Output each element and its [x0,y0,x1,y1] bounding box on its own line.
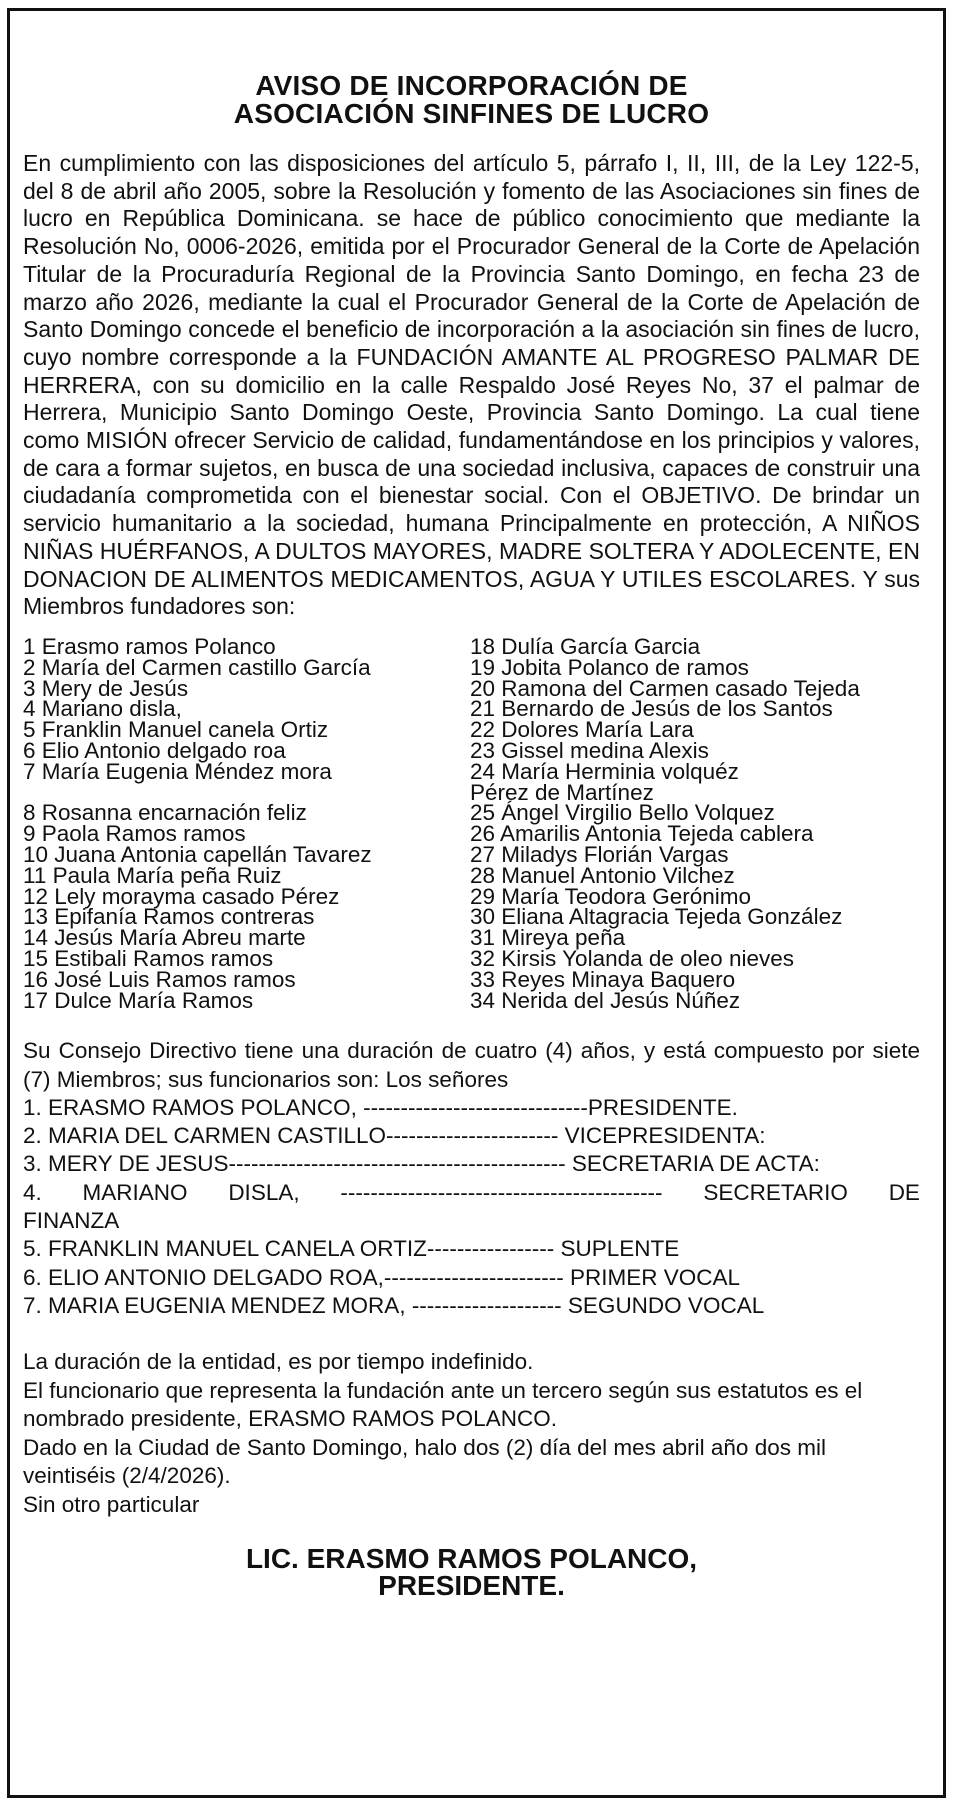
intro-paragraph: En cumplimiento con las disposiciones del artículo 5, párrafo I, II, III, de la Ley 122-5, del 8 de abril año 2005, sobre la Resolución y fomento de las Asociaciones sin fines de lucro en República Dominicana. se hace de público conocimiento que mediante la Resolución No, 0006-2026, emitida por el Procurador General de la Corte de Apelación Titular de la Procuraduría Regional de la Provincia Santo Domingo, en fecha 23 de marzo año 2026, mediante la cual el Procurador General de la Corte de Apelación de Santo Domingo concede el beneficio de incorporación a la asociación sin fines de lucro, cuyo nombre corresponde a la FUNDACIÓN AMANTE AL PROGRESO PALMAR DE HERRERA, con su domicilio en la calle Respaldo José Reyes No, 37 el palmar de Herrera, Municipio Santo Domingo Oeste, Provincia Santo Domingo. La cual tiene como MISIÓN ofrecer Servicio de calidad, fundamentándose en los principios y valores, de cara a formar sujetos, en busca de una sociedad inclusiva, capaces de construir una ciudadanía comprometida con el bienestar social. Con el OBJETIVO. De brindar un servicio humanitario a la sociedad, humana Principalmente en protección, A NIÑOS NIÑAS HUÉRFANOS, A DULTOS MAYORES, MADRE SOLTERA Y ADOLECENTE, EN DONACION DE ALIMENTOS MEDICAMENTOS, AGUA Y UTILES ESCOLARES. Y sus Miembros fundadores son: [23,150,920,620]
officer-line: 5. FRANKLIN MANUEL CANELA ORTIZ----------------- SUPLENTE [23,1236,680,1262]
member-item: 4 Mariano disla, [23,696,182,722]
title-line-2: ASOCIACIÓN SINFINES DE LUCRO [233,98,710,129]
member-item: 12 Lely morayma casado Pérez [23,883,340,909]
member-item: 23 Gissel medina Alexis [470,737,709,763]
officer-line: 7. MARIA EUGENIA MENDEZ MORA, -------------------- SEGUNDO VOCAL [23,1292,765,1318]
closing-section [23,1348,920,1519]
member-item: 21 Bernardo de Jesús de los Santos [470,696,833,722]
officer-line-continuation: FINANZA [23,1208,120,1234]
member-item: 29 María Teodora Gerónimo [470,883,751,909]
officer-line-justified [23,1179,920,1207]
member-item: 2 María del Carmen castillo García [23,654,371,680]
sign-off: Sin otro particular [23,1491,200,1517]
member-item: 14 Jesús María Abreu marte [23,925,306,951]
member-item: 11 Paula María peña Ruiz [23,862,282,888]
member-item: 8 Rosanna encarnación feliz [23,800,307,826]
officer-line: 1. ERASMO RAMOS POLANCO, ------------------------------PRESIDENTE. [23,1094,738,1120]
title-line-1: AVISO DE INCORPORACIÓN DE [255,70,688,101]
members-column-right [470,633,920,1013]
representative-statement: El funcionario que representa la fundación ante un tercero según sus estatutos es el nombrado presidente, ERASMO RAMOS POLANCO. [23,1377,863,1432]
notice-document [23,70,920,1602]
member-item: 22 Dolores María Lara [470,717,694,743]
signature-block [23,1543,920,1602]
member-item: 32 Kirsis Yolanda de oleo nieves [470,945,794,971]
member-item: 30 Eliana Altagracia Tejeda González [470,904,843,930]
member-item: 9 Paola Ramos ramos [23,821,246,847]
member-item: 10 Juana Antonia capellán Tavarez [23,841,372,867]
officer-word: DISLA, [228,1179,300,1205]
officer-word: SECRETARIO [703,1179,848,1205]
board-intro: Su Consejo Directivo tiene una duración de cuatro (4) años, y está compuesto por siete (7) Miembros; sus funcionarios son: Los señores [23,1038,920,1092]
member-item: 28 Manuel Antonio Vilchez [470,862,735,888]
officer-dashes: ------------------------------------------- [340,1179,663,1205]
member-item: 7 María Eugenia Méndez mora [23,758,332,784]
officer-word: DE [888,1179,920,1205]
document-title [23,72,920,128]
member-item: 6 Elio Antonio delgado roa [23,737,286,763]
board-of-directors [23,1037,920,1320]
member-item: 17 Dulce María Ramos [23,987,254,1013]
member-item: 34 Nerida del Jesús Núñez [470,987,741,1013]
member-item: 16 José Luis Ramos ramos [23,966,296,992]
member-item: 24 María Herminia volquéz [470,758,739,784]
signatory-name: LIC. ERASMO RAMOS POLANCO, [245,1543,698,1575]
officer-line: 2. MARIA DEL CARMEN CASTILLO----------------------- VICEPRESIDENTA: [23,1123,766,1149]
member-item: 1 Erasmo ramos Polanco [23,633,276,659]
member-item: 33 Reyes Minaya Baquero [470,966,736,992]
officer-word: MARIANO [82,1179,188,1205]
officer-line: 6. ELIO ANTONIO DELGADO ROA,------------------------ PRIMER VOCAL [23,1264,741,1290]
member-item: 26 Amarilis Antonia Tejeda cablera [470,821,814,847]
officer-line: 3. MERY DE JESUS--------------------------------------------- SECRETARIA DE ACTA: [23,1151,820,1177]
member-item: 31 Mireya peña [470,925,626,951]
member-item: 15 Estibali Ramos ramos [23,945,274,971]
signatory-role: PRESIDENTE. [378,1570,565,1602]
member-item: 25 Ángel Virgilio Bello Volquez [470,800,775,826]
issued-statement: Dado en la Ciudad de Santo Domingo, halo dos (2) día del mes abril año dos mil veintiséis (2/4/2026). [23,1434,826,1489]
member-item: 3 Mery de Jesús [23,675,189,701]
member-item-continuation: Pérez de Martínez [470,779,654,805]
member-item: 20 Ramona del Carmen casado Tejeda [470,675,860,701]
members-column-left [23,633,470,1013]
founding-members-list [23,633,920,1013]
member-item: 27 Miladys Florián Vargas [470,841,729,867]
officer-word: 4. [23,1179,42,1205]
member-item: 18 Dulía García Garcia [470,633,701,659]
member-item: 19 Jobita Polanco de ramos [470,654,749,680]
member-item: 5 Franklin Manuel canela Ortiz [23,717,329,743]
member-item: 13 Epifanía Ramos contreras [23,904,315,930]
duration-statement: La duración de la entidad, es por tiempo indefinido. [23,1349,534,1375]
